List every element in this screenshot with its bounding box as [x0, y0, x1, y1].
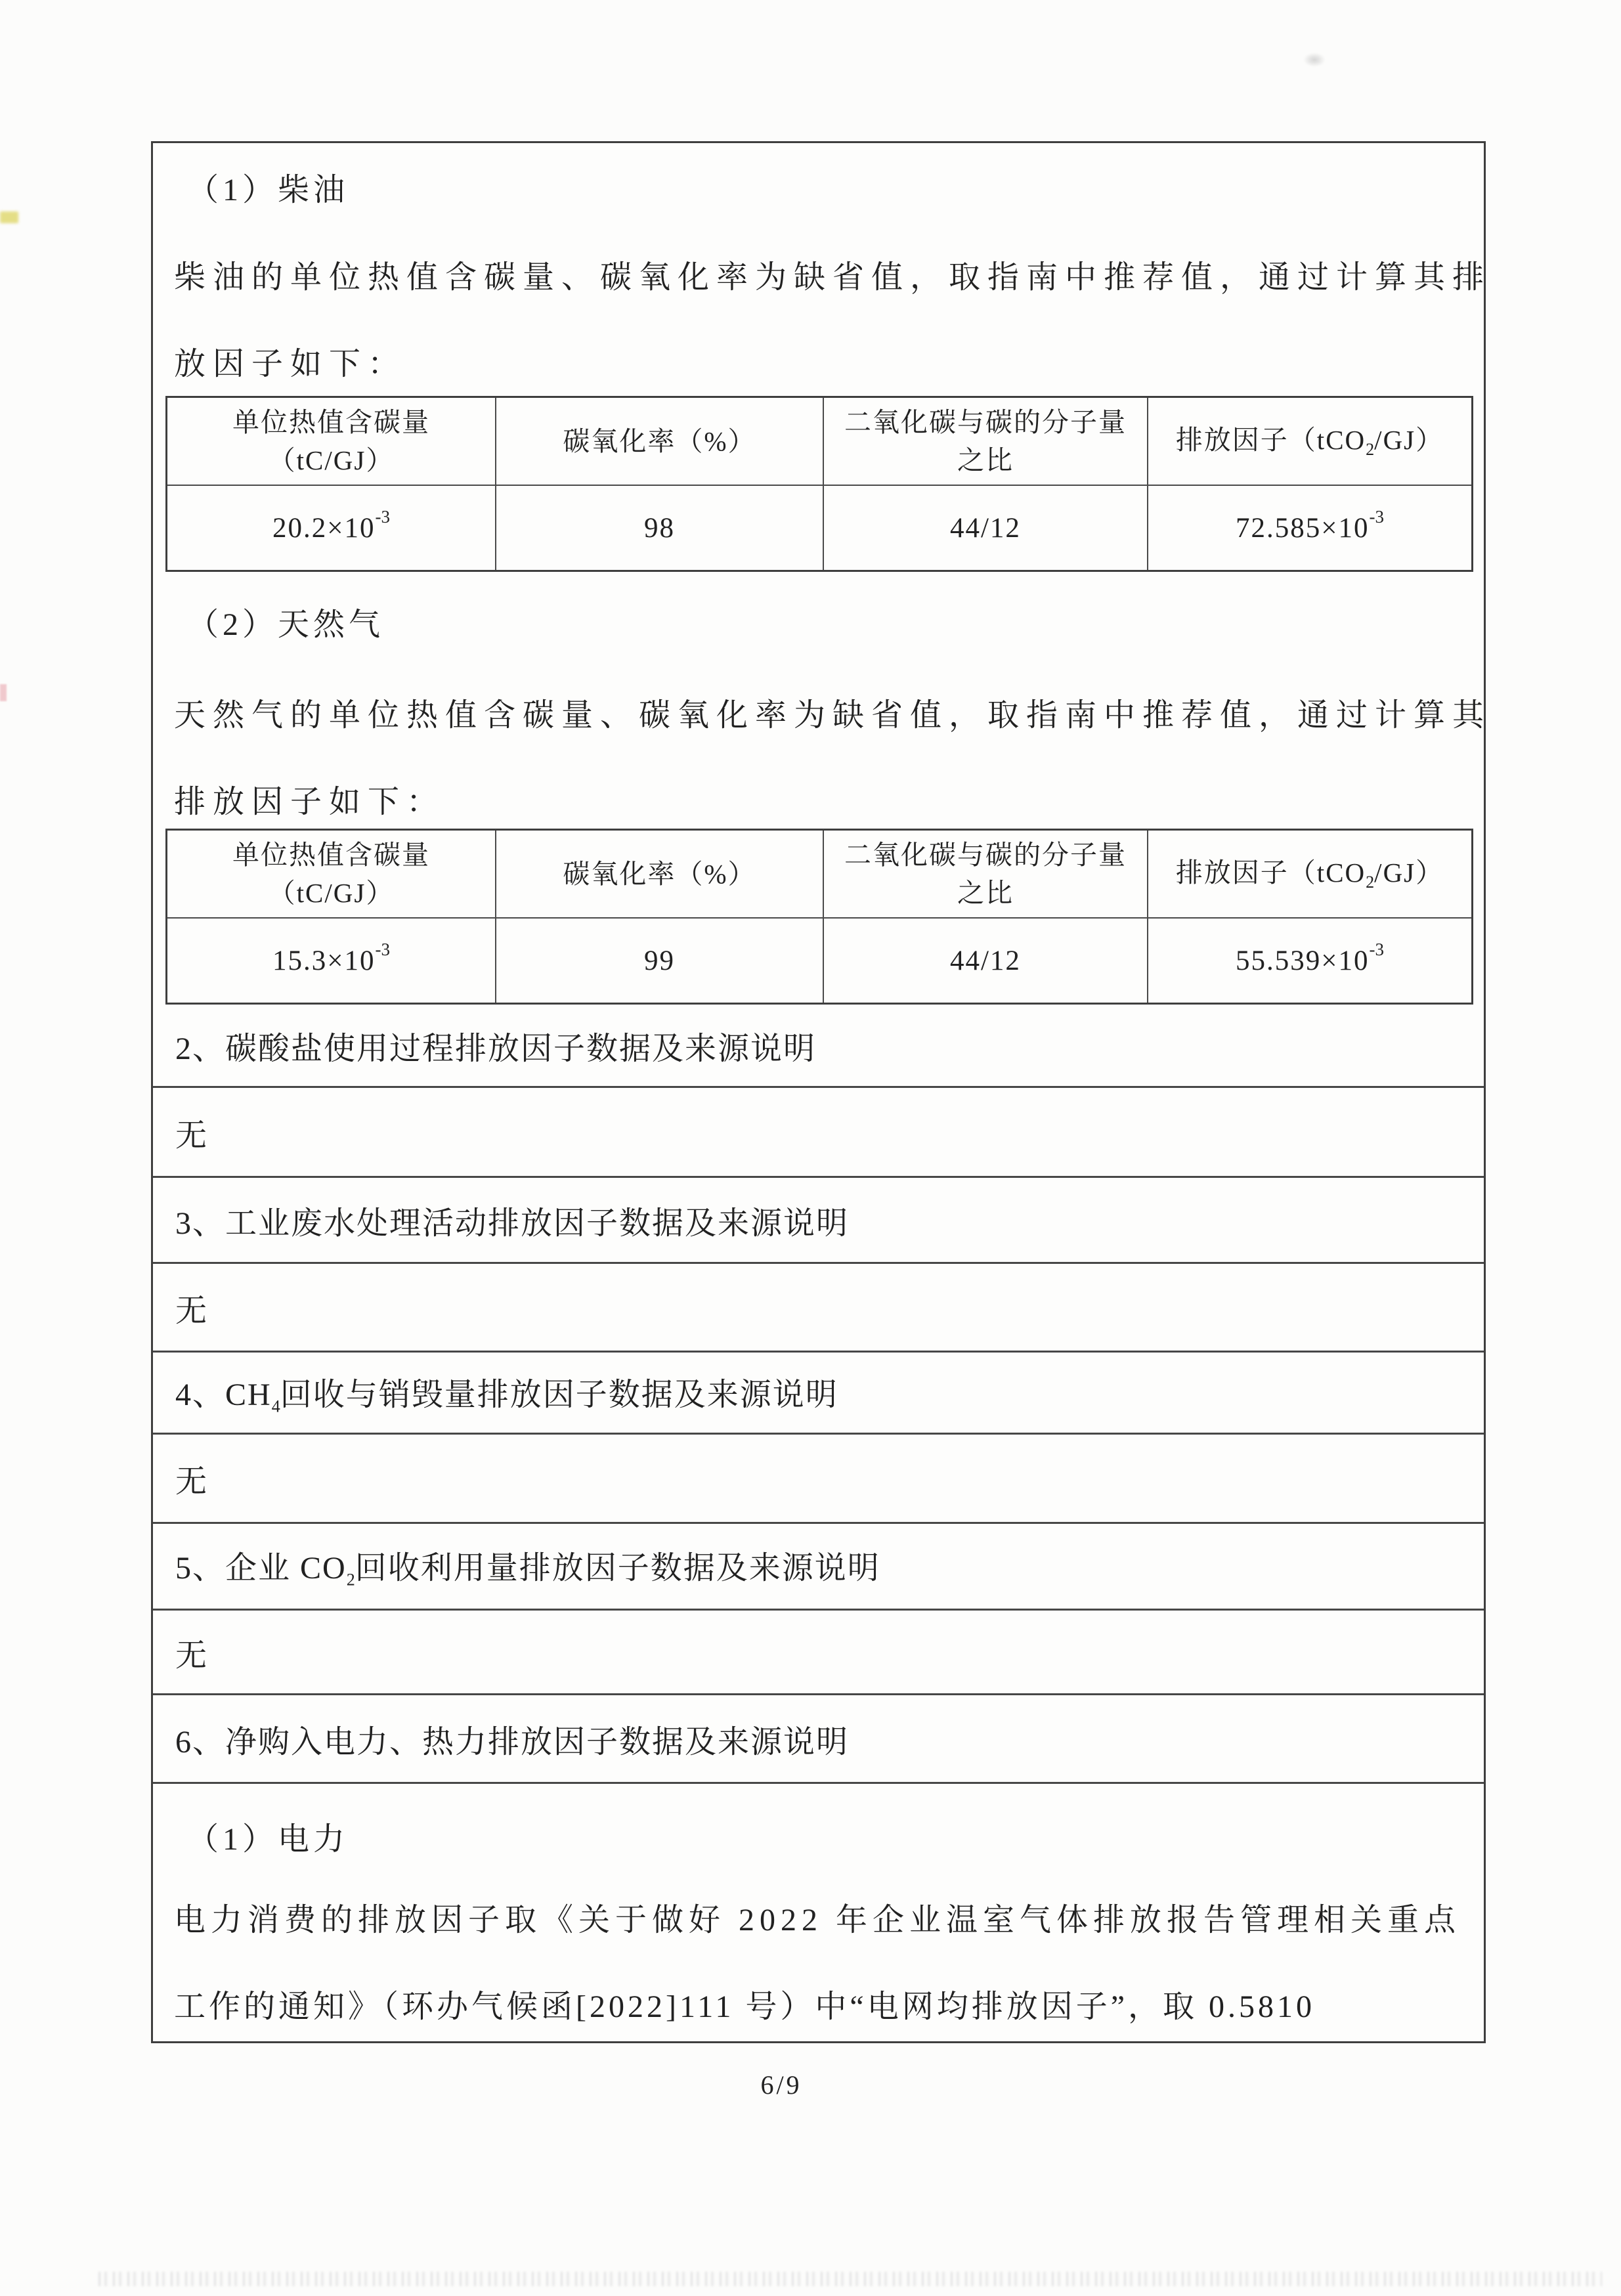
value-with-exponent [1236, 508, 1384, 548]
exponent: -3 [375, 507, 390, 527]
subscript: 2 [346, 1570, 355, 1590]
table-cell-carbon-content-value [167, 917, 495, 1003]
header-line: 之比 [957, 878, 1014, 909]
heading-part: 4、CH [175, 1377, 272, 1412]
value-with-exponent [272, 941, 390, 981]
natural-gas-paragraph-line-2: 排放因子如下： [174, 785, 446, 819]
heading-text [175, 1542, 880, 1590]
header-line: 二氧化碳与碳的分子量 [844, 839, 1127, 870]
header-line [1176, 421, 1444, 462]
header-line: 碳氧化率（%） [563, 426, 756, 457]
subscript: 4 [271, 1397, 280, 1416]
scan-artifact-pink-mark [0, 684, 7, 701]
section-value-ch4-recovery: 无 [153, 1435, 1484, 1524]
natural-gas-section-title: （2）天然气 [187, 607, 385, 642]
scan-artifact-yellow-mark [0, 211, 18, 223]
diesel-section-title: （1）柴油 [187, 173, 349, 207]
section-value-carbonate: 无 [153, 1088, 1484, 1178]
header-line [1176, 854, 1444, 895]
table-cell-molecular-ratio-value: 44/12 [823, 485, 1147, 570]
exponent: -3 [1369, 940, 1384, 960]
table-header-emission-factor [1147, 831, 1471, 917]
report-form-frame [151, 141, 1492, 2043]
header-text: /GJ） [1374, 424, 1444, 455]
header-line: （tC/GJ） [268, 445, 395, 476]
table-cell-molecular-ratio-value: 44/12 [823, 917, 1147, 1003]
table-header-oxidation-rate [495, 398, 823, 485]
heading-part: 回收利用量排放因子数据及来源说明 [355, 1551, 880, 1586]
value-with-exponent [272, 508, 390, 548]
section-heading-ch4-recovery [153, 1353, 1484, 1435]
electricity-subsection-title: （1）电力 [187, 1822, 349, 1857]
value-base: 55.539×10 [1235, 945, 1370, 976]
table-cell-carbon-content-value [167, 485, 495, 570]
table-cell-emission-factor-value [1147, 917, 1471, 1003]
section-heading-electricity-heat: 6、净购入电力、热力排放因子数据及来源说明 [153, 1695, 1484, 1784]
table-cell-emission-factor-value [1147, 485, 1471, 570]
table-cell-oxidation-rate-value: 98 [495, 485, 823, 570]
heading-part: 回收与销毁量排放因子数据及来源说明 [280, 1377, 838, 1412]
section-heading-wastewater: 3、工业废水处理活动排放因子数据及来源说明 [153, 1178, 1484, 1264]
table-cell-oxidation-rate-value: 99 [495, 917, 823, 1003]
header-text: /GJ） [1374, 857, 1444, 888]
table-header-emission-factor [1147, 398, 1471, 485]
header-line: 单位热值含碳量 [232, 839, 430, 870]
section-heading-co2-recycling [153, 1524, 1484, 1611]
exponent: -3 [375, 940, 390, 960]
table-header-molecular-ratio [823, 398, 1147, 485]
header-line: （tC/GJ） [268, 878, 395, 909]
header-line: 单位热值含碳量 [232, 406, 430, 437]
header-line: 二氧化碳与碳的分子量 [844, 406, 1127, 437]
heading-part: 5、企业 CO [175, 1551, 347, 1586]
header-line: 之比 [957, 445, 1014, 476]
value-base: 15.3×10 [272, 945, 376, 976]
value-base: 20.2×10 [272, 512, 376, 544]
header-text: 排放因子（tCO [1175, 857, 1366, 888]
natural-gas-emission-factor-table [165, 829, 1473, 1005]
section-value-co2-recycling: 无 [153, 1611, 1484, 1695]
value-base: 72.585×10 [1235, 512, 1370, 544]
natural-gas-paragraph-line-1: 天然气的单位热值含碳量、碳氧化率为缺省值，取指南中推荐值，通过计算其 [174, 698, 1492, 733]
electricity-detail-block [153, 1784, 1484, 2041]
electricity-paragraph-line-2: 工作的通知》（环办气候函[2022]111 号）中“电网均排放因子”，取 0.5810 [174, 1989, 1316, 2024]
table-header-molecular-ratio [823, 831, 1147, 917]
page-number: 6/9 [760, 2070, 802, 2100]
section-heading-carbonate: 2、碳酸盐使用过程排放因子数据及来源说明 [153, 1005, 1484, 1088]
exponent: -3 [1369, 507, 1384, 527]
heading-text [175, 1369, 838, 1417]
value-with-exponent [1236, 941, 1384, 981]
header-line: 碳氧化率（%） [563, 859, 756, 890]
diesel-emission-factor-table [165, 396, 1473, 572]
electricity-paragraph-line-1: 电力消费的排放因子取《关于做好 2022 年企业温室气体排放报告管理相关重点 [174, 1903, 1461, 1938]
header-text: 排放因子（tCO [1175, 424, 1366, 455]
diesel-paragraph-line-1: 柴油的单位热值含碳量、碳氧化率为缺省值，取指南中推荐值，通过计算其排 [174, 260, 1492, 295]
table-header-oxidation-rate [495, 831, 823, 917]
scan-artifact-smudge [1303, 53, 1326, 67]
subscript: 2 [1366, 439, 1375, 459]
subscript: 2 [1366, 872, 1375, 892]
diesel-paragraph-line-2: 放因子如下： [174, 347, 407, 381]
scan-artifact-bleed-through-text [98, 2272, 1602, 2286]
section-value-wastewater: 无 [153, 1264, 1484, 1353]
table-header-carbon-content [167, 831, 495, 917]
table-header-carbon-content [167, 398, 495, 485]
